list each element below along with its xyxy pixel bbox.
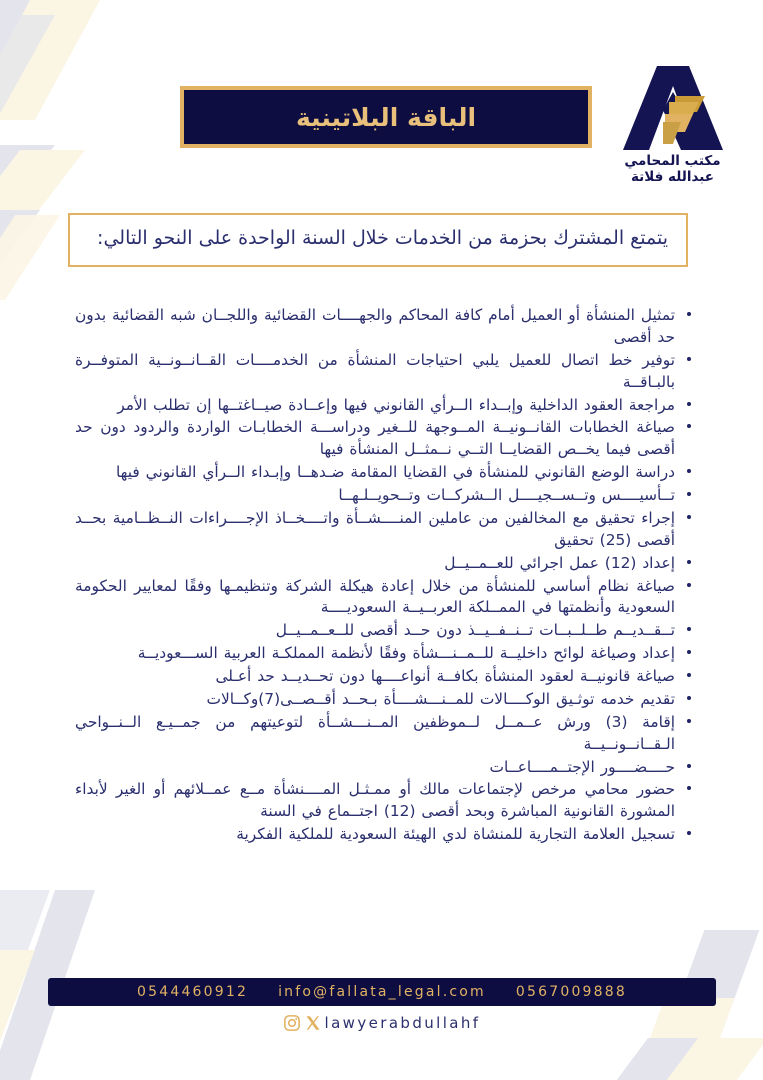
bullet-icon [687, 764, 691, 768]
bullet-icon [687, 583, 691, 587]
contact-bar [48, 978, 716, 1006]
service-item [75, 666, 695, 688]
logo-line-1: مكتب المحامي [624, 153, 721, 169]
af-monogram-icon [619, 62, 727, 154]
phone-primary[interactable]: 0567009888 [515, 984, 627, 1000]
page-header [0, 62, 763, 185]
services-list [75, 305, 695, 847]
service-item [75, 350, 695, 394]
package-title-box [180, 86, 592, 148]
bullet-icon [687, 469, 691, 473]
x-twitter-icon[interactable] [304, 1014, 322, 1032]
service-item-label: تسجيل العلامة التجارية للمنشاة لدي الهيئة السعودية للملكية الفكرية [236, 825, 675, 844]
subtitle-box [68, 213, 688, 267]
service-item-label: إجراء تحقيق مع المخالفين من عاملين المنــــشــأة واتــــخــاذ الإجــــراءات النــظــامية بحــد أقصى (25) تحقيق [75, 508, 675, 549]
service-item [75, 757, 695, 779]
service-item-label: إعداد (12) عمل اجرائي للعــمــيــل [444, 553, 675, 572]
email-address[interactable]: info@fallata_legal.com [278, 984, 486, 1000]
service-item [75, 417, 695, 461]
service-item-label: تــأسيــــس وتــســجيــــل الــشركــات وتــحويــلـهــا [338, 486, 675, 504]
service-item [75, 462, 695, 484]
bullet-icon [687, 627, 691, 631]
social-links [0, 1014, 763, 1032]
service-item [75, 779, 695, 823]
bullet-icon [687, 492, 691, 496]
service-item-label: صياغة نظام أساسي للمنشأة من خلال إعادة هيكلة الشركة وتنظيمـها وفقًا لمعايير الحكومة السعودية وأنظمتها في الممــلكة العربــيــة السعوديــــة [75, 576, 675, 617]
service-item-label: تــقــديــم طــلــبــات تــنــفــيــذ دون حــد أقصى للــعــمــيــل [275, 621, 675, 640]
subtitle-text: يتمتع المشترك بحزمة من الخدمات خلال السنة الواحدة على النحو التالي: [97, 227, 668, 249]
bullet-icon [687, 650, 691, 654]
service-item [75, 395, 695, 417]
service-item-label: تمثيل المنشأة أو العميل أمام كافة المحاكم والجهــــات القضائية واللجــان شبه القضائية بدون حد أقصى [75, 306, 675, 346]
service-item-label: إقامة (3) ورش عــمــل لــموظفين المــنـــشــأة لتوعيتهم من جمــيـع الــنــواحي الـقــانــونــيــة [75, 712, 675, 753]
service-item [75, 712, 695, 756]
bullet-icon [687, 424, 691, 428]
service-item-label: صياغة قانونيــة لعقود المنشأة بكافــة أنواعــــها دون تحــديــد حد أعـلى [215, 667, 675, 685]
bullet-icon [687, 719, 691, 723]
service-item [75, 305, 695, 349]
service-item-label: توفير خط اتصال للعميل يلبي احتياجات المنشأة من الخدمــــات القــانــونــية المتوفــرة بالبـاقــة [75, 350, 675, 391]
bullet-icon [687, 357, 691, 361]
service-item-label: دراسة الوضع القانوني للمنشأة في القضايا المقامة ضـدهــا وإبـداء الــرأي القانوني فيها [115, 463, 675, 482]
service-item-label: إعداد وصياغة لوائح داخليــة للــمــنـــشأة وفقًا لأنظمة المملكـة العربية الســـعوديــة [137, 644, 675, 663]
logo-line-2: عبدالله فلاتة [631, 168, 714, 185]
phone-secondary[interactable]: 0544460912 [137, 984, 249, 1000]
service-item-label: حــــضــــور الإجتــمــــاعــات [489, 757, 675, 776]
instagram-icon[interactable] [283, 1014, 301, 1032]
bullet-icon [687, 673, 691, 677]
service-item [75, 689, 695, 711]
service-item [75, 485, 695, 507]
service-item [75, 643, 695, 665]
bullet-icon [687, 402, 691, 406]
bullet-icon [687, 786, 691, 790]
service-item [75, 824, 695, 846]
brand-logo [600, 62, 745, 185]
service-item-label: صياغة الخطابات القانــونيــة المــوجهة للــغير ودراســـة الخطابـات الواردة والردود دون حد أقصى فيما يخــص القضايــا التــي نــمثــل المنشأة فيها [75, 418, 675, 459]
page-title: الباقة البلاتينية [295, 102, 477, 132]
bullet-icon [687, 515, 691, 519]
bullet-icon [687, 696, 691, 700]
social-handle[interactable]: lawyerabdullahf [324, 1014, 481, 1032]
service-item [75, 576, 695, 620]
bullet-icon [687, 831, 691, 835]
service-item-label: حضور محامي مرخص لإجتماعات مالك أو ممـثـل المــــنشأة مــع عمــلائهم أو الغير لأبداء المشورة القانونية المباشرة وبحد أقصى (12) اجتــماع في السنة [75, 780, 675, 821]
service-item-label: مراجعة العقود الداخلية وإبــداء الــرأي القانوني فيها وإعــادة صيــاغتــها إن تطلب الأمر [117, 395, 675, 414]
service-item [75, 553, 695, 575]
service-item [75, 508, 695, 552]
service-item-label: تقديم خدمه توثـيق الوكــــالات للمــنـــشــــأة بـحــد أقــصــى(7)وكــالات [206, 689, 675, 708]
service-item [75, 620, 695, 642]
bullet-icon [687, 560, 691, 564]
bullet-icon [687, 312, 691, 316]
